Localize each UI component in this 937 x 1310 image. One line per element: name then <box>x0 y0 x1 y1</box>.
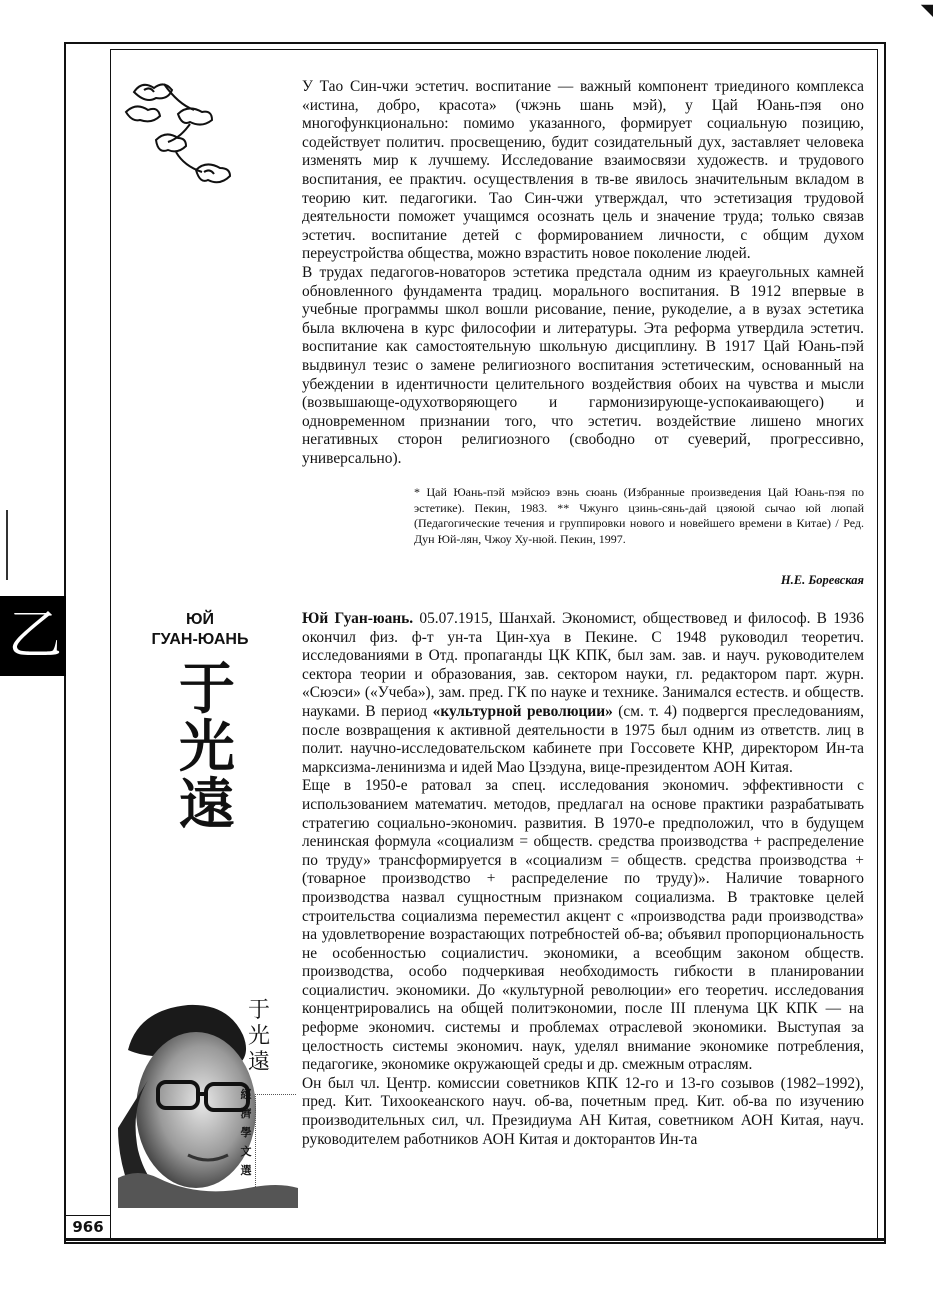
book-title-vertical <box>238 1085 254 1180</box>
entry1-paragraph-2: В трудах педагогов-новаторов эстетика предстала одним из краеугольных камней обновленного фундамента традиц. морального воспитания. В 1912 впервые в учебные программы школ вошли рисование, пение, рукоделие, а в вузах эстетика была включена в курс философии и литературы. Эта реформа утвердила эстетич. воспитание как самостоятельную школьную дисциплину. В 1917 Цай Юань-пэй выдвинул тезис о замене религиозного воспитания эстетическим, основанный на убеждении в идентичности целительного воздействия обоих на чувства и мысли (возвышающе-одухотворяющего и гармонизирующе-успокаивающего) и одновременном признании того, что эстетич. воздействие лишено многих негативных сторон религиозного (свободно от суеверий, прогрессивно, универсально). <box>302 263 864 467</box>
entry1-references <box>414 485 864 547</box>
entry2-heading-line1: ЮЙ <box>186 611 214 628</box>
entry2-p1-part-a: 05.07.1915, Шанхай. Экономист, обществовед и философ. В 1936 окончил физ. ф-т ун-та Цин-хуа в Пекине. С 1948 руководил теоретич. исследованиями в Отд. пропаганды ЦК КПК, был зам. зав. и науч. руководителем сектора теории и образования, зав. сектором науки, гл. редактором парт. журн. «Сюэси» («Учеба»), зам. пред. ГК по науке и технике. Занимался естеств. и обществ. науками. В период <box>302 610 864 720</box>
entry2-p1-part-b: (см. т. 4) подвергся преследованиям, после возвращения к активной деятельности в 1975 был одним из ответств. лиц в полит. научно-исследовательском кабинете при Госсовете КНР, директором Ин-та марксизма-ленинизма и идей Мао Цзэдуна, вице-президентом АОН Китая. <box>302 702 864 776</box>
book-title-char-5: 選 <box>240 1164 252 1177</box>
book-title-char-4: 文 <box>240 1145 252 1158</box>
hanzi-char-2: 光 <box>179 714 235 780</box>
entry2-hanzi-name <box>172 656 242 838</box>
entry2-bold-term: «культурной революции» <box>432 702 613 720</box>
entry2-paragraph-2: Еще в 1950-е ратовал за спец. исследования экономич. эффективности с использованием математич. методов, предлагал на основе практики разрабатывать стратегию социально-экономич. развития. В 1970-е предположил, что в будущем ленинская формула «социализм = обществ. средства производства + распределение по труду» трансформируется в «социализм = обществ. средства производства + (товарное производство + распределение по труду)». Наличие товарного производства назвал сущностным признаком социализма. В трактовке целей строительства социализма переместил акцент с «производства ради производства» на удовлетворение возрастающих потребностей об-ва; объявил пропорциональность не особенностью социалистич. экономики, а всеобщим законом обществ. производства, особо подчеркивая необходимость гибкости в планировании социалистич. экономики. До «культурной революции» его теоретич. исследования концентрировались на общей политэкономии, после III пленума ЦК КПК — на реформе экономич. системы и проблемах отраслевой экономики. Выступая за целостность системы экономич. наук, уделял внимание экономике потребления, педагогике, экономике окружающей среды и др. смежным отраслям. <box>302 777 864 1074</box>
signature-char-2: 光 <box>247 1024 270 1049</box>
signature-char-1: 于 <box>247 998 270 1023</box>
book-title-char-1: 經 <box>240 1088 252 1101</box>
entry2-heading <box>120 610 280 650</box>
book-title-char-3: 學 <box>240 1126 252 1139</box>
hanzi-char-1: 于 <box>179 656 235 722</box>
entry2-paragraph-3: Он был чл. Центр. комиссии советников КПК 12-го и 13-го созывов (1982–1992), пред. Кит. Тихоокеанского науч. об-ва, почетным пред. Кит. об-ва по изучению производительных сил, чл. Президиума АН Китая, советником АОН Китая, науч. руководителем работников АОН Китая и докторантов Ин-та <box>302 1074 864 1148</box>
corner-mark-icon: ◥ <box>920 2 933 19</box>
references-text: * Цай Юань-пэй мэйсюэ вэнь сюань (Избранные произведения Цай Юань-пэя по эстетике). Пекин, 1983. ** Чжунго цзинь-сянь-дай цзяоюй сычао юй люпай (Педагогические течения и группировки нового и новейшего времени в Китае) / Ред. Дун Юй-лян, Чжоу Ху-нюй. Пекин, 1997. <box>414 485 864 546</box>
bottom-rule <box>64 1238 884 1241</box>
page-number: 966 <box>66 1215 110 1238</box>
entry2-lead-name: Юй Гуан-юань. <box>302 610 414 627</box>
signature-calligraphy <box>244 998 274 1076</box>
section-tab <box>0 596 66 676</box>
entry1-text <box>302 78 864 468</box>
entry1-paragraph-1: У Тао Син-чжи эстетич. воспитание — важный компонент триединого комплекса «истина, добро, красота» (чжэнь шань мэй), у Цай Юань-пэя оно многофункционально: помимо указанного, формирует социальную позицию, содействует политич. просвещению, будит созидательный дух, заставляет человека изменять мир к лучшему. Исследование взаимосвязи художеств. и трудового воспитания, ее практич. осуществления в тв-ве явилось значительным вкладом в теорию кит. педагогики. Тао Син-чжи утверждал, что эстетизация трудовой деятельности поможет учащимся осознать цель и значение труда; только связав эстетич. воспитание детей с формированием личности, с общим духом переустройства общества, можно взрастить новое поколение людей. <box>302 78 864 263</box>
book-cover-outline <box>255 1094 296 1207</box>
entry2-heading-line2: ГУАН-ЮАНЬ <box>151 631 249 648</box>
cloud-ornament-icon <box>120 72 240 202</box>
signature-char-3: 遠 <box>247 1050 270 1075</box>
entry2-text <box>302 610 864 1149</box>
book-title-char-2: 濟 <box>240 1107 252 1120</box>
entry2-paragraph-1 <box>302 610 864 777</box>
entry1-author: Н.Е. Боревская <box>780 573 864 587</box>
section-tab-glyph: 乙 <box>8 603 62 666</box>
left-margin-mark <box>6 510 8 580</box>
hanzi-char-3: 遠 <box>179 772 235 838</box>
